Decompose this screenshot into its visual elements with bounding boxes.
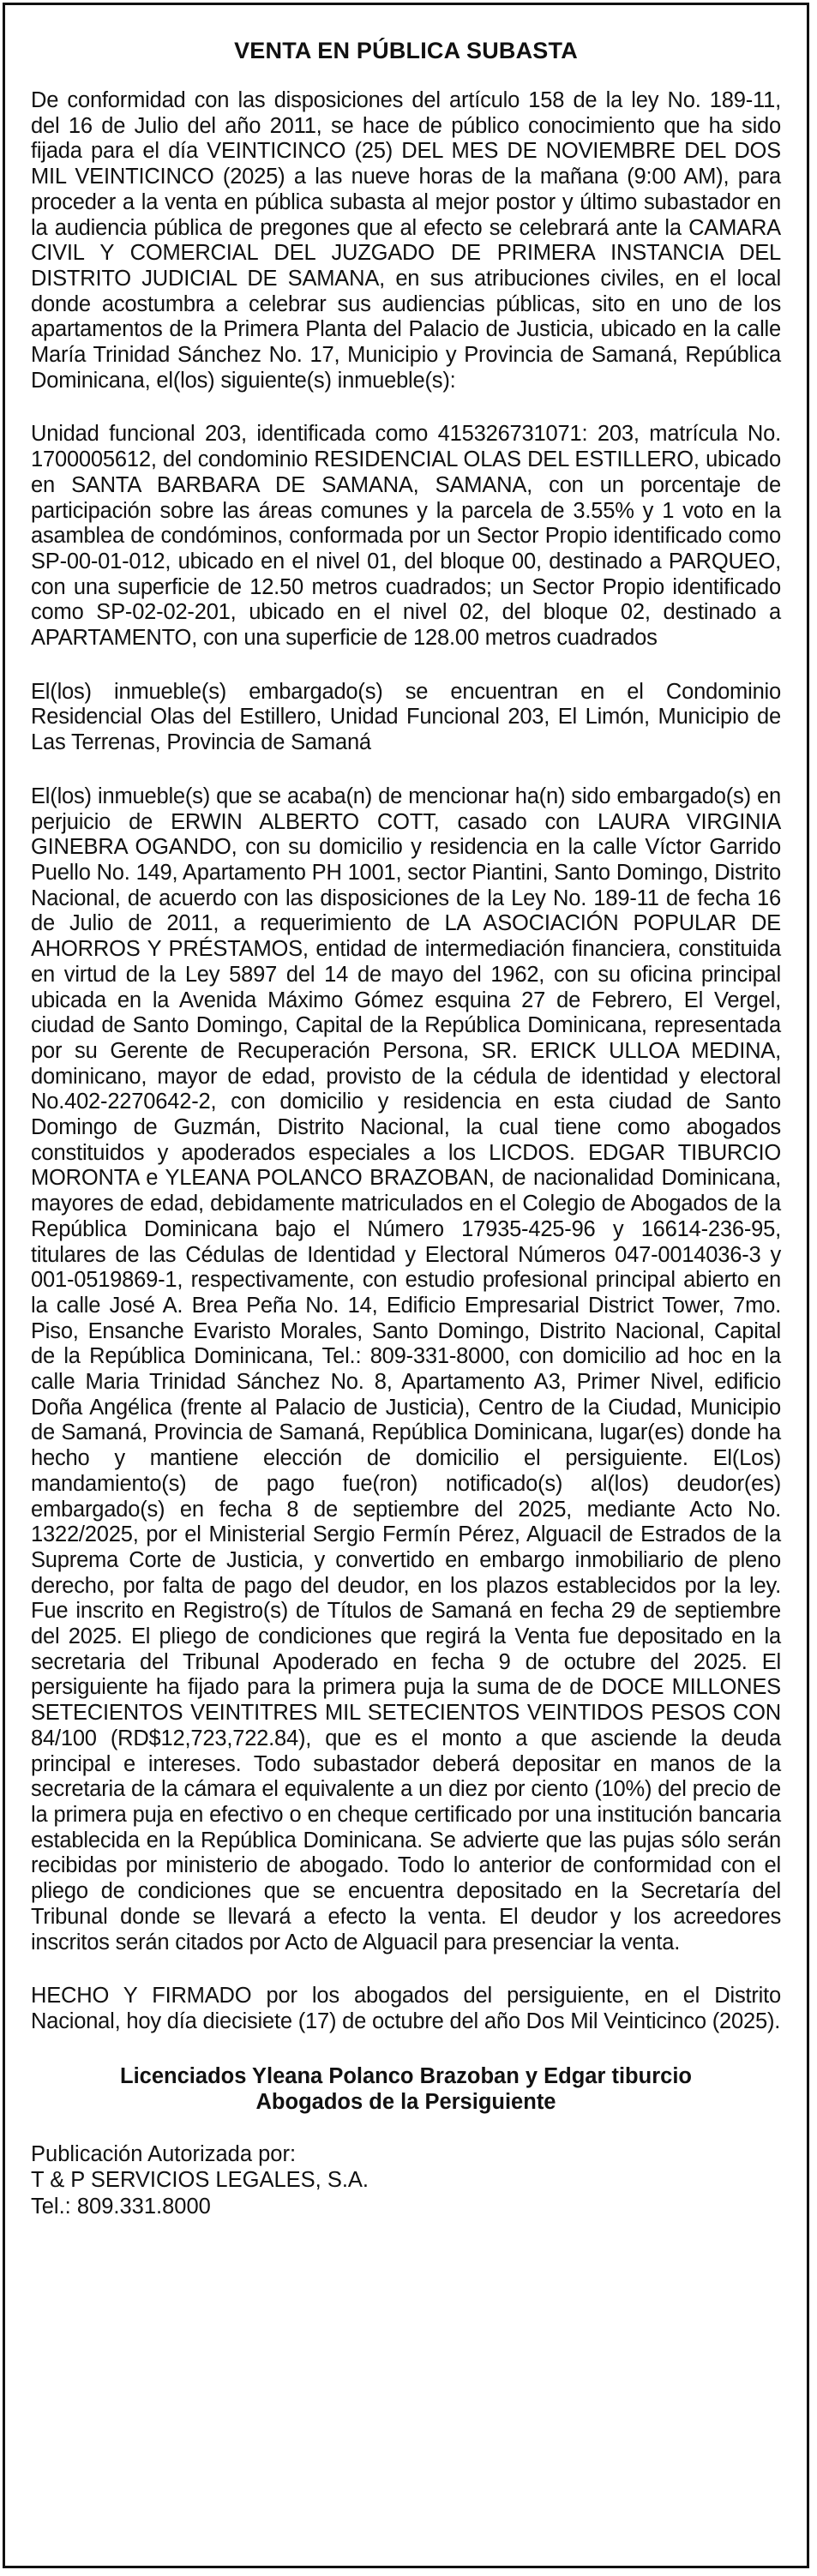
notice-paragraph-seizure-details: El(los) inmueble(s) que se acaba(n) de mencionar ha(n) sido embargado(s) en perjuicio de ERWIN ALBERTO COTT, casado con LAURA VIRGINIA GINEBRA OGANDO, con su domicilio y residencia en la calle Víctor Garrido Puello No. 149, Apartamento PH 1001, sector Piantini, Santo Domingo, Distrito Nacional, de acuerdo con las disposiciones de la Ley No. 189-11 de fecha 16 de Julio de 2011, a requerimiento de LA ASOCIACIÓN POPULAR DE AHORROS Y PRÉSTAMOS, entidad de intermediación financiera, constituida en virtud de la Ley 5897 del 14 de mayo del 1962, con su oficina principal ubicada en la Avenida Máximo Gómez esquina 27 de Febrero, El Vergel, ciudad de Santo Domingo, Capital de la República Dominicana, representada por su Gerente de Recuperación Persona, SR. ERICK ULLOA MEDINA, dominicano, mayor de edad, provisto de la cédula de identidad y electoral No.402-2270642-2, con domicilio y residencia en esta ciudad de Santo Domingo de Guzmán, Distrito Nacional, la cual tiene como abogados constituidos y apoderados especiales a los LICDOS. EDGAR TIBURCIO MORONTA e YLEANA POLANCO BRAZOBAN, de nacionalidad Dominicana, mayores de edad, debidamente matriculados en el Colegio de Abogados de la República Dominicana bajo el Número 17935-425-96 y 16614-236-95, titulares de las Cédulas de Identidad y Electoral Números 047-0014036-3 y 001-0519869-1, respectivamente, con estudio profesional principal abierto en la calle José A. Brea Peña No. 14, Edificio Empresarial District Tower, 7mo. Piso, Ensanche Evaristo Morales, Santo Domingo, Distrito Nacional, Capital de la República Dominicana, Tel.: 809-331-8000, con domicilio ad hoc en la calle Maria Trinidad Sánchez No. 8, Apartamento A3, Primer Nivel, edificio Doña Angélica (frente al Palacio de Justicia), Centro de la Ciudad, Municipio de Samaná, Provincia de Samaná, República Dominicana, lugar(es) donde ha hecho y mantiene elección de domicilio el persiguiente. El(Los) mandamiento(s) de pago fue(ron) notificado(s) al(los) deudor(es) embargado(s) en fecha 8 de septiembre del 2025, mediante Acto No. 1322/2025, por el Ministerial Sergio Fermín Pérez, Alguacil de Estrados de la Suprema Corte de Justicia, y convertido en embargo inmobiliario de pleno derecho, por falta de pago del deudor, en los plazos establecidos por la ley. Fue inscrito en Registro(s) de Títulos de Samaná en fecha 29 de septiembre del 2025. El pliego de condiciones que regirá la Venta fue depositado en la secretaria del Tribunal Apoderado en fecha 9 de octubre del 2025. El persiguiente ha fijado para la primera puja la suma de de DOCE MILLONES SETECIENTOS VEINTITRES MIL SETECIENTOS VEINTIDOS PESOS CON 84/100 (RD$12,723,722.84), que es el monto a que asciende la deuda principal e intereses. Todo subastador deberá depositar en manos de la secretaria de la cámara el equivalente a un diez por ciento (10%) del precio de la primera puja en efectivo o en cheque certificado por una institución bancaria establecida en la República Dominicana. Se advierte que las pujas sólo serán recibidas por ministerio de abogado. Todo lo anterior de conformidad con el pliego de condiciones que se encuentra depositado en la Secretaría del Tribunal donde se llevará a efecto la venta. El deudor y los acreedores inscritos serán citados por Acto de Alguacil para presenciar la venta. <box>31 784 781 1955</box>
legal-notice-frame <box>3 3 809 2568</box>
attorneys-role: Abogados de la Persiguiente <box>255 2090 556 2115</box>
notice-paragraph-property-location: El(los) inmueble(s) embargado(s) se encuentran en el Condominio Residencial Olas del Estillero, Unidad Funcional 203, El Limón, Municipio de Las Terrenas, Provincia de Samaná <box>31 679 781 755</box>
legal-notice-content <box>5 5 807 2220</box>
attorneys-names: Licenciados Yleana Polanco Brazoban y Edgar tiburcio <box>120 2063 692 2088</box>
notice-paragraph-signed: HECHO Y FIRMADO por los abogados del persiguiente, en el Distrito Nacional, hoy día diecisiete (17) de octubre del año Dos Mil Veinticinco (2025). <box>31 1984 781 2033</box>
publication-company: T & P SERVICIOS LEGALES, S.A. <box>31 2168 369 2193</box>
attorneys-signature-block <box>31 2063 781 2116</box>
publication-phone: Tel.: 809.331.8000 <box>31 2195 211 2219</box>
notice-title: VENTA EN PÚBLICA SUBASTA <box>234 38 578 63</box>
notice-paragraph-auction-date: De conformidad con las disposiciones del artículo 158 de la ley No. 189-11, del 16 de Julio del año 2011, se hace de público conocimiento que ha sido fijada para el día VEINTICINCO (25) DEL MES DE NOVIEMBRE DEL DOS MIL VEINTICINCO (2025) a las nueve horas de la mañana (9:00 AM), para proceder a la venta en pública subasta al mejor postor y último subastador en la audiencia pública de pregones que al efecto se celebrará ante la CAMARA CIVIL Y COMERCIAL DEL JUZGADO DE PRIMERA INSTANCIA DEL DISTRITO JUDICIAL DE SAMANA, en sus atribuciones civiles, en el local donde acostumbra a celebrar sus audiencias públicas, sito en uno de los apartamentos de la Primera Planta del Palacio de Justicia, ubicado en la calle María Trinidad Sánchez No. 17, Municipio y Provincia de Samaná, República Dominicana, el(los) siguiente(s) inmueble(s): <box>31 88 781 393</box>
publication-label: Publicación Autorizada por: <box>31 2141 297 2166</box>
notice-paragraph-property-description: Unidad funcional 203, identificada como 415326731071: 203, matrícula No. 1700005612, del condominio RESIDENCIAL OLAS DEL ESTILLERO, ubicado en SANTA BARBARA DE SAMANA, SAMANA, con un porcentaje de participación sobre las áreas comunes y la parcela de 3.55% y 1 voto en la asamblea de condóminos, conformada por un Sector Propio identificado como SP-00-01-012, ubicado en el nivel 01, del bloque 00, destinado a PARQUEO, con una superficie de 12.50 metros cuadrados; un Sector Propio identificado como SP-02-02-201, ubicado en el nivel 02, del bloque 02, destinado a APARTAMENTO, con una superficie de 128.00 metros cuadrados <box>31 422 781 651</box>
publication-authorization <box>31 2141 781 2220</box>
